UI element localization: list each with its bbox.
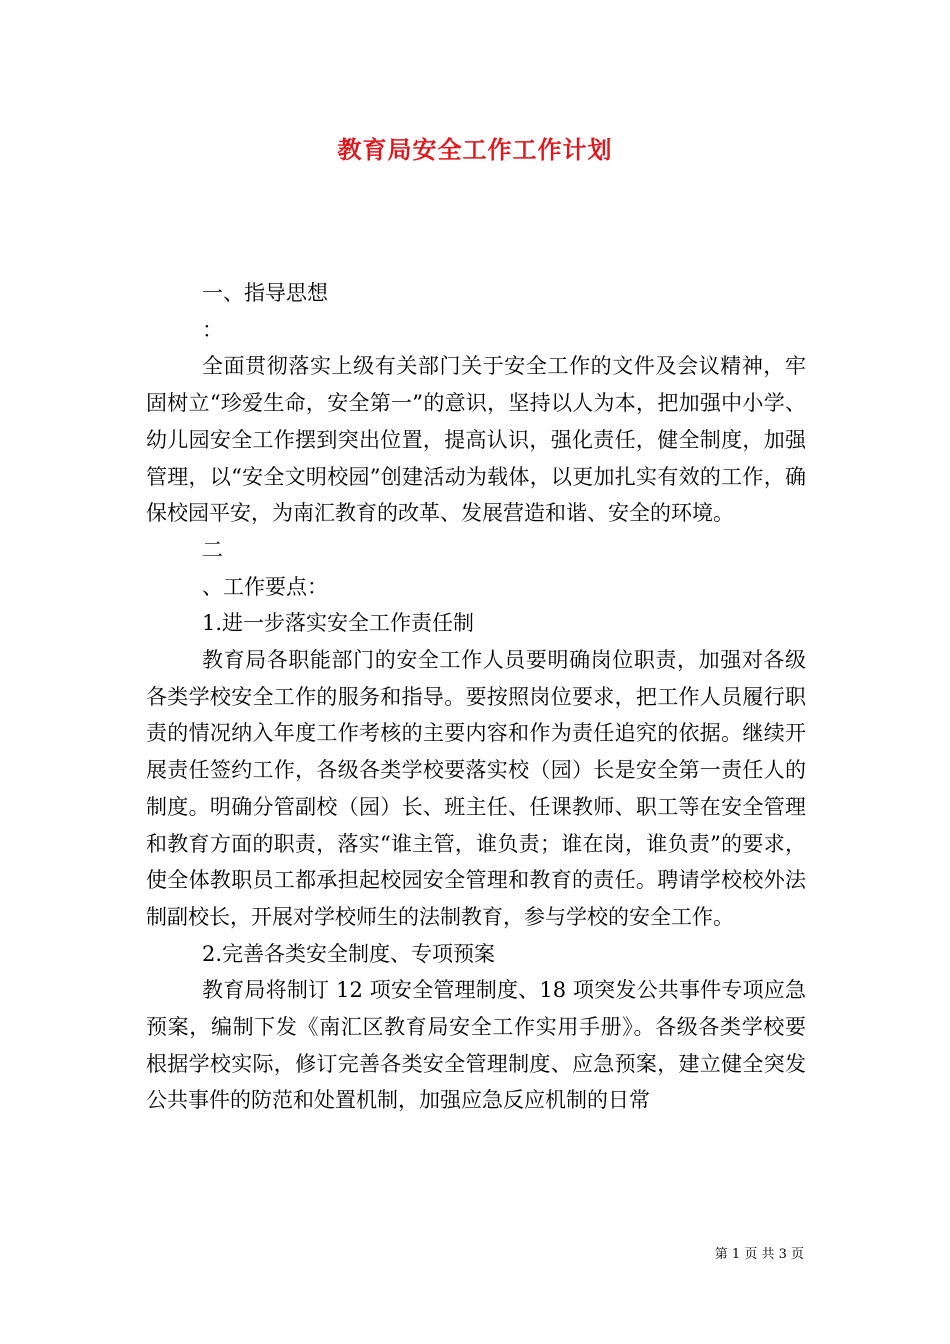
item1-paragraph: 教育局各职能部门的安全工作人员要明确岗位职责，加强对各级各类学校安全工作的服务和指导。要按照岗位要求，把工作人员履行职责的情况纳入年度工作考核的主要内容和作为责任追究的依据。继续开展责任签约工作，各级各类学校要落实校（园）长是安全第一责任人的制度。明确分管副校（园）长、班主任、任课教师、职工等在安全管理和教育方面的职责，落实“谁主管，谁负责；谁在岗，谁负责”的要求，使全体教职员工都承担起校园安全管理和教育的责任。聘请学校校外法制副校长，开展对学校师生的法制教育，参与学校的安全工作。 — [146, 648, 806, 929]
section1-paragraph: 全面贯彻落实上级有关部门关于安全工作的文件及会议精神，牢固树立“珍爱生命，安全第一”的意识，坚持以人为本，把加强中小学、幼儿园安全工作摆到突出位置，提高认识，强化责任，健全制度，加强管理，以“安全文明校园”创建活动为载体，以更加扎实有效的工作，确保校园平安，为南汇教育的改革、发展营造和谐、安全的环境。 — [146, 354, 806, 526]
section1-colon: ： — [202, 317, 223, 342]
document-title: 教育局安全工作工作计划 — [337, 135, 613, 164]
section2-heading-text: 、工作要点： — [202, 574, 328, 599]
item2-paragraph: 教育局将制订 12 项安全管理制度、18 项突发公共事件专项应急预案，编制下发《南汇区教育局安全工作实用手册》。各级各类学校要根据学校实际，修订完善各类安全管理制度、应急预案，建立健全突发公共事件的防范和处置机制，加强应急反应机制的日常 — [146, 978, 806, 1113]
page-number-footer: 第 1 页 共 3 页 — [714, 1247, 804, 1262]
document-body — [146, 275, 806, 1119]
section1-heading: 一、指导思想 — [202, 281, 328, 305]
item2-heading: 2.完善各类安全制度、专项预案 — [202, 941, 496, 966]
item1-heading: 1.进一步落实安全工作责任制 — [202, 611, 475, 636]
section2-heading-number: 二 — [202, 537, 223, 562]
